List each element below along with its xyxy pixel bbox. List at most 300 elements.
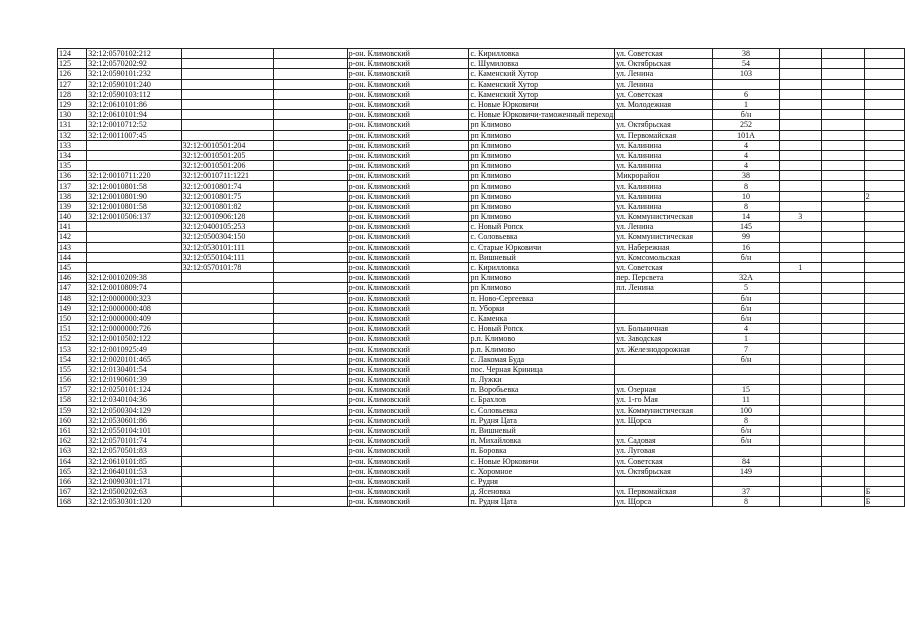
cadastral-number-cell: 32:12:0010711:220 xyxy=(87,171,181,181)
extra-3-cell xyxy=(864,395,904,405)
extra-1-cell xyxy=(779,354,821,364)
extra-2-cell xyxy=(821,313,864,323)
district-cell: р-он. Климовский xyxy=(347,395,469,405)
table-row xyxy=(58,222,905,232)
extra-2-cell xyxy=(821,446,864,456)
street-cell: ул. Озерная xyxy=(615,385,713,395)
district-cell: р-он. Климовский xyxy=(347,59,469,69)
extra-3-cell xyxy=(864,415,904,425)
settlement-cell: п. Михайловка xyxy=(469,436,615,446)
settlement-cell: рп Климово xyxy=(469,273,615,283)
extra-3-cell xyxy=(864,303,904,313)
district-cell: р-он. Климовский xyxy=(347,324,469,334)
settlement-cell: рп Климово xyxy=(469,130,615,140)
related-cadastral-number-cell xyxy=(181,99,274,109)
blank-cell-cell xyxy=(274,313,347,323)
row-number-cell: 129 xyxy=(58,99,87,109)
table-row xyxy=(58,487,905,497)
extra-3-cell xyxy=(864,150,904,160)
row-number-cell: 165 xyxy=(58,466,87,476)
related-cadastral-number-cell xyxy=(181,313,274,323)
extra-1-cell xyxy=(779,252,821,262)
row-number-cell: 127 xyxy=(58,79,87,89)
extra-3-cell xyxy=(864,273,904,283)
cadastral-number-cell xyxy=(87,140,181,150)
cadastral-number-cell: 32:12:0570101:74 xyxy=(87,436,181,446)
house-number-cell: 4 xyxy=(713,161,780,171)
settlement-cell: р.п. Климово xyxy=(469,334,615,344)
cadastral-number-cell: 32:12:0550104:101 xyxy=(87,425,181,435)
district-cell: р-он. Климовский xyxy=(347,446,469,456)
blank-cell-cell xyxy=(274,303,347,313)
extra-2-cell xyxy=(821,405,864,415)
related-cadastral-number-cell: 32:12:0010906:128 xyxy=(181,212,274,222)
row-number-cell: 143 xyxy=(58,242,87,252)
settlement-cell: с. Каменка xyxy=(469,313,615,323)
settlement-cell: рп Климово xyxy=(469,212,615,222)
extra-2-cell xyxy=(821,89,864,99)
settlement-cell: с. Каменский Хутор xyxy=(469,79,615,89)
blank-cell-cell xyxy=(274,283,347,293)
extra-2-cell xyxy=(821,120,864,130)
row-number-cell: 157 xyxy=(58,385,87,395)
settlement-cell: д. Ясеновка xyxy=(469,487,615,497)
row-number-cell: 167 xyxy=(58,487,87,497)
extra-2-cell xyxy=(821,476,864,486)
extra-3-cell xyxy=(864,313,904,323)
table-row xyxy=(58,446,905,456)
extra-2-cell xyxy=(821,191,864,201)
table-row xyxy=(58,476,905,486)
cadastral-number-cell: 32:12:0500304:129 xyxy=(87,405,181,415)
blank-cell-cell xyxy=(274,181,347,191)
settlement-cell: рп Климово xyxy=(469,120,615,130)
row-number-cell: 145 xyxy=(58,262,87,272)
street-cell xyxy=(615,313,713,323)
house-number-cell: 14 xyxy=(713,212,780,222)
related-cadastral-number-cell xyxy=(181,456,274,466)
extra-1-cell xyxy=(779,303,821,313)
extra-1-cell xyxy=(779,59,821,69)
cadastral-table xyxy=(57,48,905,507)
extra-1-cell xyxy=(779,436,821,446)
street-cell: ул. Коммунистическая xyxy=(615,232,713,242)
house-number-cell xyxy=(713,364,780,374)
blank-cell-cell xyxy=(274,110,347,120)
house-number-cell: б/н xyxy=(713,313,780,323)
street-cell xyxy=(615,425,713,435)
extra-3-cell xyxy=(864,364,904,374)
street-cell: ул. Щорса xyxy=(615,497,713,507)
cadastral-number-cell: 32:12:0000000:408 xyxy=(87,303,181,313)
related-cadastral-number-cell xyxy=(181,120,274,130)
house-number-cell: 8 xyxy=(713,497,780,507)
related-cadastral-number-cell xyxy=(181,395,274,405)
blank-cell-cell xyxy=(274,324,347,334)
row-number-cell: 166 xyxy=(58,476,87,486)
settlement-cell: рп Климово xyxy=(469,161,615,171)
settlement-cell: с. Новые Юрковичи xyxy=(469,99,615,109)
street-cell: ул. 1-го Мая xyxy=(615,395,713,405)
table-row xyxy=(58,334,905,344)
blank-cell-cell xyxy=(274,436,347,446)
cadastral-number-cell: 32:12:0590101:232 xyxy=(87,69,181,79)
street-cell: ул. Набережная xyxy=(615,242,713,252)
street-cell: ул. Больничная xyxy=(615,324,713,334)
extra-3-cell xyxy=(864,293,904,303)
related-cadastral-number-cell xyxy=(181,415,274,425)
extra-1-cell xyxy=(779,466,821,476)
settlement-cell: с. Рудня xyxy=(469,476,615,486)
extra-1-cell xyxy=(779,130,821,140)
house-number-cell: б/н xyxy=(713,436,780,446)
street-cell: ул. Комсомольская xyxy=(615,252,713,262)
extra-1-cell xyxy=(779,395,821,405)
related-cadastral-number-cell: 32:12:0010711:1221 xyxy=(181,171,274,181)
cadastral-number-cell: 32:12:0000000:323 xyxy=(87,293,181,303)
table-row xyxy=(58,49,905,59)
blank-cell-cell xyxy=(274,69,347,79)
row-number-cell: 152 xyxy=(58,334,87,344)
row-number-cell: 163 xyxy=(58,446,87,456)
extra-3-cell: Б xyxy=(864,487,904,497)
table-row xyxy=(58,181,905,191)
district-cell: р-он. Климовский xyxy=(347,191,469,201)
cadastral-number-cell: 32:12:0010502:122 xyxy=(87,334,181,344)
related-cadastral-number-cell xyxy=(181,446,274,456)
table-row xyxy=(58,79,905,89)
cadastral-number-cell xyxy=(87,242,181,252)
blank-cell-cell xyxy=(274,334,347,344)
row-number-cell: 136 xyxy=(58,171,87,181)
extra-3-cell xyxy=(864,49,904,59)
related-cadastral-number-cell xyxy=(181,59,274,69)
settlement-cell: рп Климово xyxy=(469,140,615,150)
table-row xyxy=(58,466,905,476)
table-row xyxy=(58,303,905,313)
district-cell: р-он. Климовский xyxy=(347,425,469,435)
related-cadastral-number-cell xyxy=(181,79,274,89)
house-number-cell: 11 xyxy=(713,395,780,405)
house-number-cell: 8 xyxy=(713,201,780,211)
house-number-cell: 1 xyxy=(713,99,780,109)
extra-2-cell xyxy=(821,415,864,425)
cadastral-number-cell: 32:12:0610101:86 xyxy=(87,99,181,109)
extra-2-cell xyxy=(821,293,864,303)
extra-2-cell xyxy=(821,130,864,140)
blank-cell-cell xyxy=(274,487,347,497)
extra-1-cell xyxy=(779,69,821,79)
extra-3-cell xyxy=(864,99,904,109)
table-row xyxy=(58,171,905,181)
street-cell: ул. Коммунистическая xyxy=(615,212,713,222)
district-cell: р-он. Климовский xyxy=(347,476,469,486)
blank-cell-cell xyxy=(274,120,347,130)
extra-1-cell xyxy=(779,140,821,150)
district-cell: р-он. Климовский xyxy=(347,212,469,222)
house-number-cell: 145 xyxy=(713,222,780,232)
blank-cell-cell xyxy=(274,375,347,385)
settlement-cell: п. Ново-Сергеевка xyxy=(469,293,615,303)
street-cell: пер. Персвета xyxy=(615,273,713,283)
table-row xyxy=(58,120,905,130)
blank-cell-cell xyxy=(274,385,347,395)
extra-2-cell xyxy=(821,110,864,120)
settlement-cell: с. Лакомая Буда xyxy=(469,354,615,364)
row-number-cell: 158 xyxy=(58,395,87,405)
extra-2-cell xyxy=(821,161,864,171)
blank-cell-cell xyxy=(274,497,347,507)
cadastral-number-cell: 32:12:0011007:45 xyxy=(87,130,181,140)
related-cadastral-number-cell xyxy=(181,497,274,507)
extra-2-cell xyxy=(821,334,864,344)
house-number-cell xyxy=(713,446,780,456)
district-cell: р-он. Климовский xyxy=(347,252,469,262)
street-cell: ул. Железнодорожная xyxy=(615,344,713,354)
extra-2-cell xyxy=(821,140,864,150)
row-number-cell: 141 xyxy=(58,222,87,232)
related-cadastral-number-cell: 32:12:0530101:111 xyxy=(181,242,274,252)
house-number-cell: 99 xyxy=(713,232,780,242)
extra-1-cell xyxy=(779,364,821,374)
table-row xyxy=(58,415,905,425)
settlement-cell: с. Новые Юрковичи-таможенный переход xyxy=(470,110,614,120)
table-row xyxy=(58,150,905,160)
street-cell: ул. Заводская xyxy=(615,334,713,344)
blank-cell-cell xyxy=(274,252,347,262)
row-number-cell: 135 xyxy=(58,161,87,171)
table-row xyxy=(58,161,905,171)
related-cadastral-number-cell: 32:12:0550104:111 xyxy=(181,252,274,262)
extra-1-cell xyxy=(779,171,821,181)
extra-2-cell xyxy=(821,69,864,79)
district-cell: р-он. Климовский xyxy=(347,150,469,160)
extra-2-cell xyxy=(821,222,864,232)
street-cell xyxy=(615,303,713,313)
street-cell xyxy=(615,375,713,385)
related-cadastral-number-cell xyxy=(181,466,274,476)
cadastral-number-cell: 32:12:0010209:38 xyxy=(87,273,181,283)
extra-3-cell xyxy=(864,446,904,456)
row-number-cell: 144 xyxy=(58,252,87,262)
blank-cell-cell xyxy=(274,59,347,69)
extra-3-cell xyxy=(864,69,904,79)
extra-3-cell xyxy=(864,456,904,466)
district-cell: р-он. Климовский xyxy=(347,415,469,425)
row-number-cell: 130 xyxy=(58,110,87,120)
table-row xyxy=(58,212,905,222)
street-cell: ул. Ленина xyxy=(615,222,713,232)
row-number-cell: 153 xyxy=(58,344,87,354)
blank-cell-cell xyxy=(274,79,347,89)
extra-2-cell xyxy=(821,201,864,211)
street-cell: ул. Калинина xyxy=(615,140,713,150)
street-cell: ул. Молодежная xyxy=(615,99,713,109)
related-cadastral-number-cell xyxy=(181,283,274,293)
cadastral-number-cell: 32:12:0010801:58 xyxy=(87,181,181,191)
cadastral-number-cell: 32:12:0530601:86 xyxy=(87,415,181,425)
street-cell: ул. Калинина xyxy=(615,161,713,171)
row-number-cell: 160 xyxy=(58,415,87,425)
table-row xyxy=(58,354,905,364)
cadastral-number-cell: 32:12:0610101:94 xyxy=(87,110,181,120)
extra-1-cell xyxy=(779,324,821,334)
settlement-cell: рп Климово xyxy=(469,181,615,191)
district-cell: р-он. Климовский xyxy=(347,79,469,89)
street-cell: ул. Советская xyxy=(615,262,713,272)
table-row xyxy=(58,344,905,354)
extra-3-cell xyxy=(864,79,904,89)
street-cell: ул. Октябрьская xyxy=(615,120,713,130)
row-number-cell: 125 xyxy=(58,59,87,69)
extra-1-cell xyxy=(779,283,821,293)
extra-1-cell: 1 xyxy=(779,262,821,272)
row-number-cell: 150 xyxy=(58,313,87,323)
blank-cell-cell xyxy=(274,232,347,242)
settlement-cell: с. Старые Юрковичи xyxy=(469,242,615,252)
street-cell xyxy=(615,110,713,120)
table-row xyxy=(58,456,905,466)
extra-1-cell xyxy=(779,150,821,160)
extra-3-cell xyxy=(864,283,904,293)
street-cell: ул. Первомайская xyxy=(615,130,713,140)
extra-1-cell xyxy=(779,476,821,486)
district-cell: р-он. Климовский xyxy=(347,303,469,313)
street-cell: ул. Советская xyxy=(615,456,713,466)
extra-3-cell xyxy=(864,89,904,99)
extra-2-cell xyxy=(821,324,864,334)
table-row xyxy=(58,232,905,242)
row-number-cell: 155 xyxy=(58,364,87,374)
district-cell: р-он. Климовский xyxy=(347,313,469,323)
extra-3-cell xyxy=(864,181,904,191)
blank-cell-cell xyxy=(274,49,347,59)
related-cadastral-number-cell: 32:12:0010801:75 xyxy=(181,191,274,201)
blank-cell-cell xyxy=(274,191,347,201)
street-cell: ул. Октябрьская xyxy=(615,59,713,69)
street-cell xyxy=(615,293,713,303)
house-number-cell: 4 xyxy=(713,150,780,160)
extra-3-cell xyxy=(864,130,904,140)
extra-2-cell xyxy=(821,59,864,69)
street-cell xyxy=(615,476,713,486)
blank-cell-cell xyxy=(274,364,347,374)
house-number-cell xyxy=(713,476,780,486)
street-cell: ул. Советская xyxy=(615,49,713,59)
extra-3-cell xyxy=(864,385,904,395)
related-cadastral-number-cell xyxy=(181,425,274,435)
street-cell: ул. Октябрьская xyxy=(615,466,713,476)
house-number-cell: 8 xyxy=(713,415,780,425)
related-cadastral-number-cell xyxy=(181,130,274,140)
settlement-cell: с. Кирилловка xyxy=(469,262,615,272)
street-cell: пл. Ленина xyxy=(615,283,713,293)
related-cadastral-number-cell: 32:12:0570101:78 xyxy=(181,262,274,272)
related-cadastral-number-cell xyxy=(181,69,274,79)
cadastral-number-cell xyxy=(87,161,181,171)
blank-cell-cell xyxy=(274,150,347,160)
extra-3-cell: 2 xyxy=(864,191,904,201)
settlement-cell: с. Шумиловка xyxy=(469,59,615,69)
table-row xyxy=(58,69,905,79)
house-number-cell: б/н xyxy=(713,354,780,364)
district-cell: р-он. Климовский xyxy=(347,242,469,252)
district-cell: р-он. Климовский xyxy=(347,436,469,446)
cadastral-number-cell: 32:12:0500202:63 xyxy=(87,487,181,497)
extra-3-cell xyxy=(864,232,904,242)
house-number-cell: 8 xyxy=(713,181,780,191)
cadastral-number-cell: 32:12:0130401:54 xyxy=(87,364,181,374)
blank-cell-cell xyxy=(274,89,347,99)
settlement-cell: п. Рудня Цата xyxy=(469,415,615,425)
district-cell: р-он. Климовский xyxy=(347,405,469,415)
extra-1-cell xyxy=(779,497,821,507)
table-row xyxy=(58,405,905,415)
extra-3-cell xyxy=(864,110,904,120)
district-cell: р-он. Климовский xyxy=(347,385,469,395)
extra-3-cell xyxy=(864,324,904,334)
district-cell: р-он. Климовский xyxy=(347,354,469,364)
table-row xyxy=(58,385,905,395)
table-row xyxy=(58,324,905,334)
house-number-cell: 100 xyxy=(713,405,780,415)
cadastral-number-cell: 32:12:0570102:212 xyxy=(87,49,181,59)
extra-3-cell xyxy=(864,120,904,130)
house-number-cell: 149 xyxy=(713,466,780,476)
street-cell: ул. Луговая xyxy=(615,446,713,456)
extra-2-cell xyxy=(821,171,864,181)
cadastral-number-cell xyxy=(87,252,181,262)
extra-3-cell xyxy=(864,171,904,181)
extra-1-cell xyxy=(779,99,821,109)
related-cadastral-number-cell: 32:12:0400105:253 xyxy=(181,222,274,232)
district-cell: р-он. Климовский xyxy=(347,456,469,466)
blank-cell-cell xyxy=(274,425,347,435)
district-cell: р-он. Климовский xyxy=(347,273,469,283)
table-row xyxy=(58,89,905,99)
settlement-cell: с. Каменский Хутор xyxy=(469,89,615,99)
house-number-cell: 37 xyxy=(713,487,780,497)
cadastral-number-cell: 32:12:0010712:52 xyxy=(87,120,181,130)
extra-1-cell xyxy=(779,222,821,232)
district-cell: р-он. Климовский xyxy=(347,201,469,211)
related-cadastral-number-cell xyxy=(181,89,274,99)
cadastral-number-cell: 32:12:0010801:58 xyxy=(87,201,181,211)
district-cell: р-он. Климовский xyxy=(347,161,469,171)
street-cell: ул. Калинина xyxy=(615,201,713,211)
extra-2-cell xyxy=(821,262,864,272)
extra-1-cell xyxy=(779,181,821,191)
row-number-cell: 140 xyxy=(58,212,87,222)
row-number-cell: 168 xyxy=(58,497,87,507)
street-cell: ул. Первомайская xyxy=(615,487,713,497)
extra-3-cell xyxy=(864,222,904,232)
extra-2-cell xyxy=(821,283,864,293)
district-cell: р-он. Климовский xyxy=(347,293,469,303)
extra-2-cell xyxy=(821,150,864,160)
extra-2-cell xyxy=(821,487,864,497)
extra-3-cell xyxy=(864,212,904,222)
table-row xyxy=(58,273,905,283)
extra-2-cell xyxy=(821,456,864,466)
extra-3-cell xyxy=(864,334,904,344)
blank-cell-cell xyxy=(274,262,347,272)
related-cadastral-number-cell xyxy=(181,303,274,313)
cadastral-number-cell xyxy=(87,222,181,232)
district-cell: р-он. Климовский xyxy=(347,49,469,59)
settlement-cell: с. Хоромное xyxy=(469,466,615,476)
row-number-cell: 154 xyxy=(58,354,87,364)
